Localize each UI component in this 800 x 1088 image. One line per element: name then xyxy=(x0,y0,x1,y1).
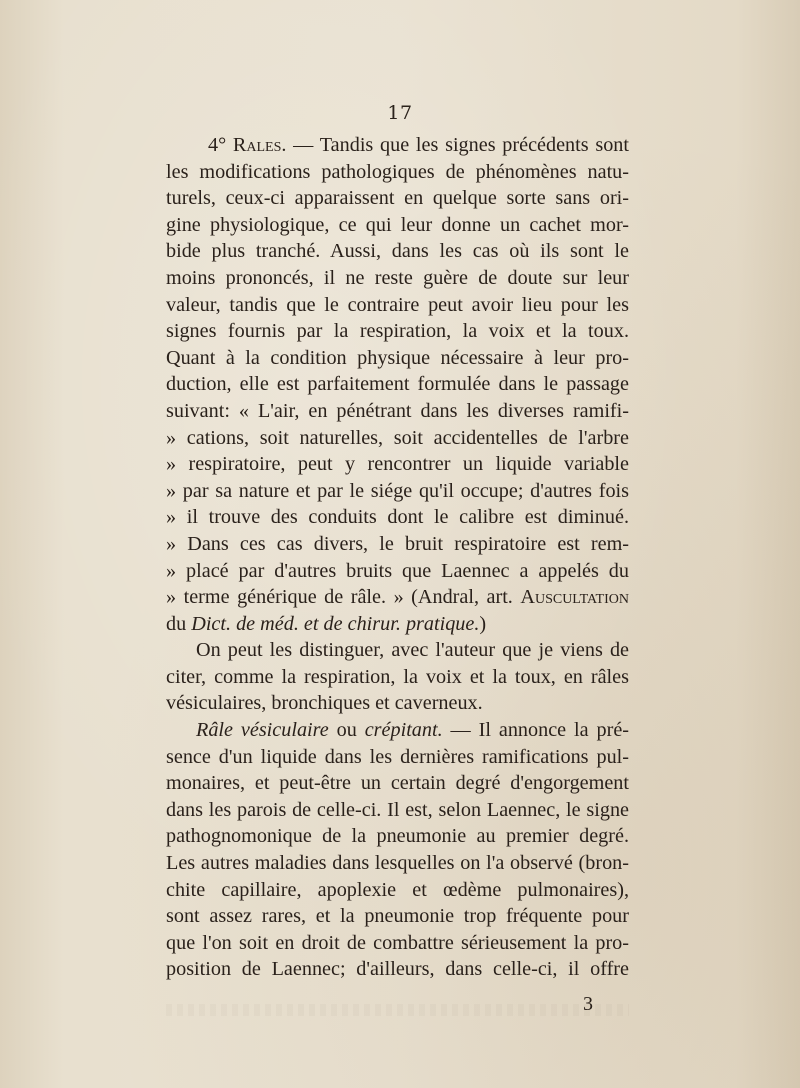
body-text xyxy=(166,132,629,983)
text-line: chite capillaire, apoplexie et œdème pulmonaires), xyxy=(166,878,629,901)
text-line: moins prononcés, il ne reste guère de doute sur leur xyxy=(166,266,629,289)
text-line: » cations, soit naturelles, soit accidentelles de l'arbre xyxy=(166,426,629,449)
text-line: » par sa nature et par le siége qu'il occupe; d'autres fois xyxy=(166,479,629,502)
text-line: vésiculaires, bronchiques et caverneux. xyxy=(166,692,483,715)
text-line: » terme générique de râle. » (Andral, art. Auscultation xyxy=(166,586,629,609)
text-line: » il trouve des conduits dont le calibre est diminué. xyxy=(166,506,629,529)
text-line: bide plus tranché. Aussi, dans les cas où ils sont le xyxy=(166,240,629,263)
text-line: dans les parois de celle-ci. Il est, selon Laennec, le signe xyxy=(166,798,629,821)
text-line: que l'on soit en droit de combattre sérieusement la pro- xyxy=(166,931,629,954)
text-line: suivant: « L'air, en pénétrant dans les diverses ramifi- xyxy=(166,399,629,422)
text-line: » respiratoire, peut y rencontrer un liquide variable xyxy=(166,453,629,476)
text-line: citer, comme la respiration, la voix et la toux, en râles xyxy=(166,665,629,688)
text-line: 4° Rales. — Tandis que les signes précédents sont xyxy=(208,134,630,156)
text-line: du Dict. de méd. et de chirur. pratique.) xyxy=(166,612,487,635)
text-line: monaires, et peut-être un certain degré d'engorgement xyxy=(166,772,629,795)
text-line: duction, elle est parfaitement formulée dans le passage xyxy=(166,373,629,396)
text-line: gine physiologique, ce qui leur donne un cachet mor- xyxy=(166,213,629,236)
text-line: » Dans ces cas divers, le bruit respiratoire est rem- xyxy=(166,532,629,555)
text-line: On peut les distinguer, avec l'auteur que je viens de xyxy=(196,639,629,662)
signature-mark: 3 xyxy=(583,993,593,1015)
text-line: sont assez rares, et la pneumonie trop fréquente pour xyxy=(166,905,629,928)
text-line: » placé par d'autres bruits que Laennec a appelés du xyxy=(166,559,629,582)
show-through-text xyxy=(166,1004,629,1016)
text-line: sence d'un liquide dans les dernières ramifications pul- xyxy=(166,745,629,768)
text-line: signes fournis par la respiration, la voix et la toux. xyxy=(166,320,629,343)
text-line: turels, ceux-ci apparaissent en quelque sorte sans ori- xyxy=(166,187,629,210)
text-line: pathognomonique de la pneumonie au premier degré. xyxy=(166,825,629,848)
text-line: les modifications pathologiques de phénomènes natu- xyxy=(166,160,629,183)
text-line: valeur, tandis que le contraire peut avoir lieu pour les xyxy=(166,293,629,316)
text-line: Les autres maladies dans lesquelles on l'a observé (bron- xyxy=(166,852,629,875)
page-number: 17 xyxy=(387,102,413,124)
text-line: Râle vésiculaire ou crépitant. — Il annonce la pré- xyxy=(196,719,630,742)
text-line: position de Laennec; d'ailleurs, dans celle-ci, il offre xyxy=(166,958,629,981)
text-line: Quant à la condition physique nécessaire à leur pro- xyxy=(166,346,629,369)
